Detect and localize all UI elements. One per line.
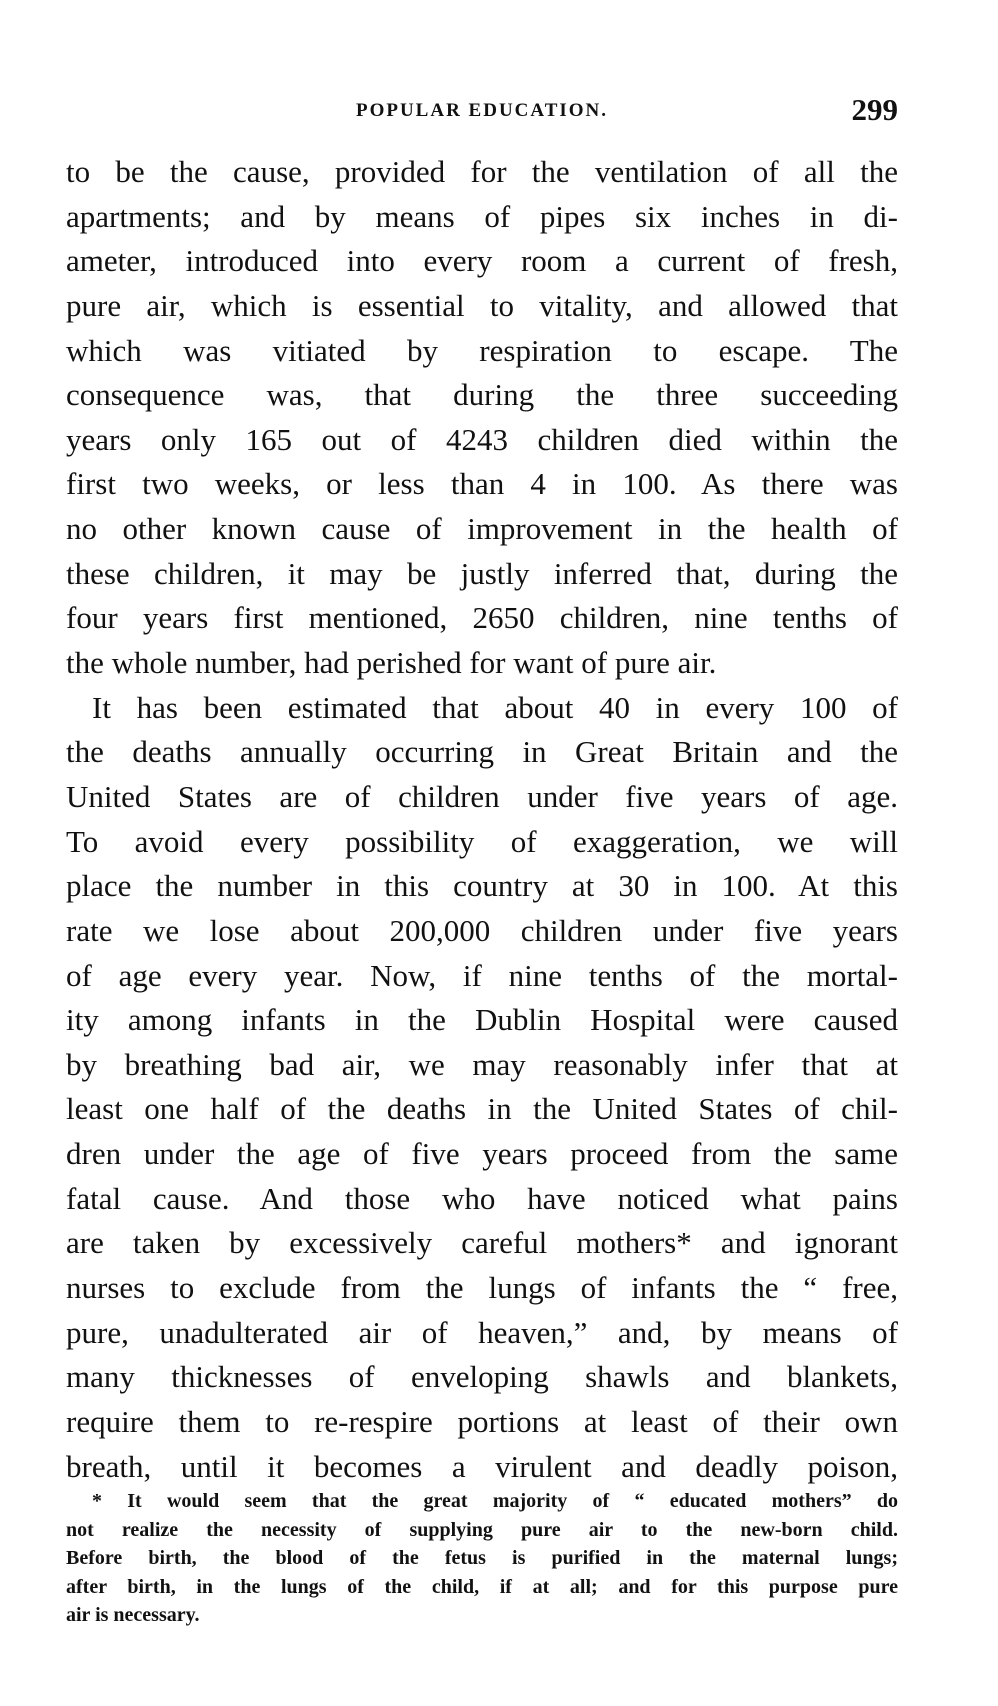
text-line: which was vitiated by respiration to escape. The (66, 332, 898, 368)
text-line: four years first mentioned, 2650 children, nine tenths of (66, 600, 898, 636)
text-line: first two weeks, or less than 4 in 100. As there was (66, 466, 898, 502)
text-line: by breathing bad air, we may reasonably infer that at (66, 1046, 898, 1082)
text-line: consequence was, that during the three succeeding (66, 377, 898, 413)
text-line: least one half of the deaths in the United States of chil- (66, 1091, 898, 1127)
footnote-line: Before birth, the blood of the fetus is purified in the maternal lungs; (66, 1547, 898, 1570)
footnote (66, 1487, 898, 1630)
text-line: the whole number, had perished for want of pure air. (66, 645, 717, 681)
page-number: 299 (851, 92, 898, 127)
text-line: dren under the age of five years proceed from the same (66, 1136, 898, 1172)
footnote-line: not realize the necessity of supplying pure air to the new-born child. (66, 1518, 898, 1541)
text-line: to be the cause, provided for the ventilation of all the (66, 154, 898, 189)
text-line: ity among infants in the Dublin Hospital were caused (66, 1002, 898, 1038)
text-line: many thicknesses of enveloping shawls and blankets, (66, 1359, 898, 1395)
text-line: years only 165 out of 4243 children died within the (66, 421, 898, 457)
text-line: apartments; and by means of pipes six inches in di- (66, 198, 898, 234)
text-line: the deaths annually occurring in Great Britain and the (66, 734, 898, 770)
footnote-line: after birth, in the lungs of the child, if at all; and for this purpose pure (66, 1575, 898, 1598)
text-line: breath, until it becomes a virulent and deadly poison, (66, 1448, 898, 1484)
running-title: POPULAR EDUCATION. (355, 100, 609, 121)
running-head (66, 92, 898, 132)
footnote-line: * It would seem that the great majority of “ educated mothers” do (92, 1490, 898, 1512)
text-line: are taken by excessively careful mothers* and ignorant (66, 1225, 898, 1261)
text-line: United States are of children under five years of age. (66, 778, 898, 814)
text-line: require them to re-respire portions at least of their own (66, 1403, 898, 1439)
text-line: It has been estimated that about 40 in every 100 of (92, 689, 898, 725)
text-line: pure air, which is essential to vitality, and allowed that (66, 287, 898, 323)
body-text (66, 150, 898, 1489)
text-line: no other known cause of improvement in the health of (66, 511, 898, 547)
text-line: these children, it may be justly inferred that, during the (66, 555, 898, 591)
text-line: ameter, introduced into every room a current of fresh, (66, 243, 898, 279)
text-line: of age every year. Now, if nine tenths of the mortal- (66, 957, 898, 993)
text-line: To avoid every possibility of exaggeration, we will (66, 823, 898, 859)
text-line: nurses to exclude from the lungs of infants the “ free, (66, 1270, 898, 1306)
text-line: rate we lose about 200,000 children under five years (66, 912, 898, 948)
text-line: fatal cause. And those who have noticed what pains (66, 1180, 898, 1216)
footnote-line: air is necessary. (66, 1604, 200, 1627)
text-line: place the number in this country at 30 in 100. At this (66, 868, 898, 904)
text-line: pure, unadulterated air of heaven,” and, by means of (66, 1314, 898, 1350)
